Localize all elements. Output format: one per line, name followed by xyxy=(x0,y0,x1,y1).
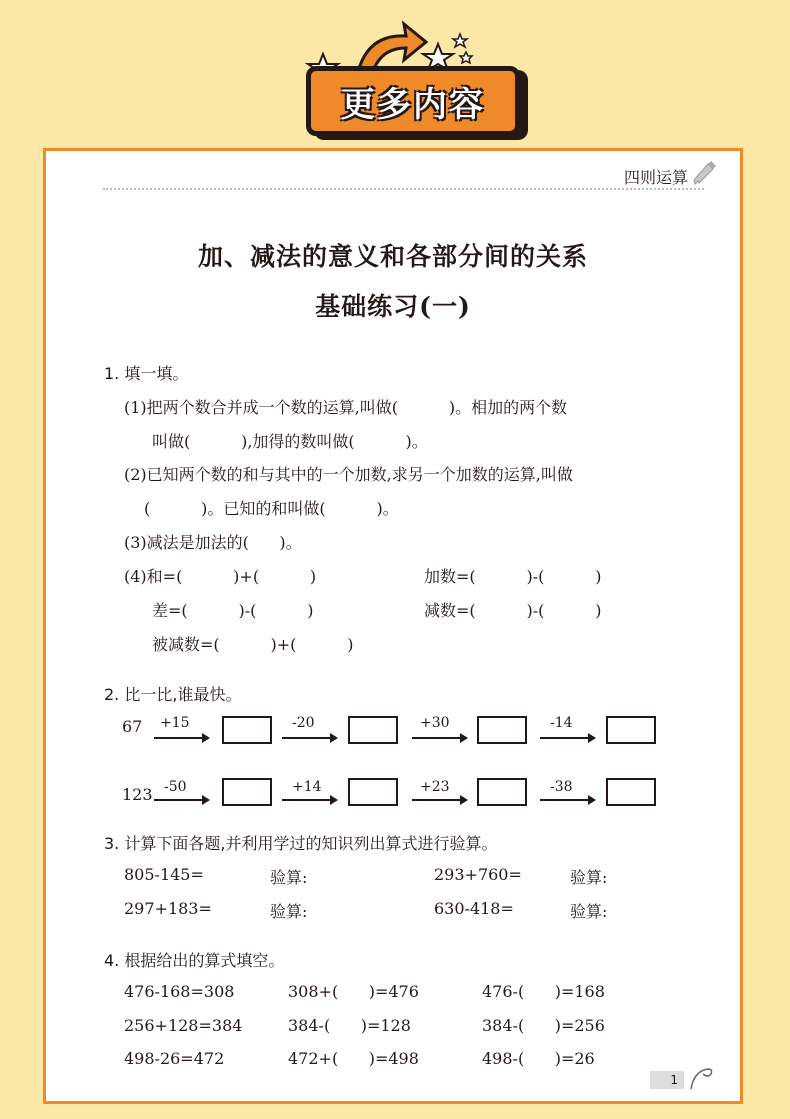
arrow-right-icon xyxy=(540,799,594,801)
operation-label: +23 xyxy=(420,779,450,795)
answer-box[interactable] xyxy=(477,716,527,744)
q4-equation: 476-168=308 xyxy=(124,982,235,1001)
operation-label: -20 xyxy=(292,715,315,731)
answer-box[interactable] xyxy=(222,778,272,806)
operation-label: -14 xyxy=(550,715,573,731)
q3-check-label: 验算: xyxy=(570,868,608,887)
arrow-right-icon xyxy=(540,737,594,739)
arrow-right-icon xyxy=(412,737,466,739)
q1-line: ( )。已知的和叫做( )。 xyxy=(144,499,399,518)
q1-line: 减数=( )-( ) xyxy=(424,601,602,620)
question-3-title: 3. 计算下面各题,并利用学过的知识列出算式进行验算。 xyxy=(104,834,498,853)
answer-box[interactable] xyxy=(606,716,656,744)
operation-label: +14 xyxy=(292,779,322,795)
q1-line: 被减数=( )+( ) xyxy=(152,635,354,654)
q1-line: (1)把两个数合并成一个数的运算,叫做( )。相加的两个数 xyxy=(124,398,568,417)
q3-equation: 630-418= xyxy=(434,899,514,918)
q4-equation: 498-( )=26 xyxy=(482,1049,595,1068)
row1-start-number: 67 xyxy=(122,717,143,736)
arrow-right-icon xyxy=(282,799,336,801)
q4-equation: 384-( )=256 xyxy=(482,1016,605,1035)
q4-equation: 308+( )=476 xyxy=(288,982,419,1001)
row2-start-number: 123 xyxy=(122,785,153,804)
operation-label: -38 xyxy=(550,779,573,795)
page-subtitle: 基础练习(一) xyxy=(315,292,471,321)
q3-equation: 293+760= xyxy=(434,865,522,884)
question-4-title: 4. 根据给出的算式填空。 xyxy=(104,951,285,970)
answer-box[interactable] xyxy=(348,716,398,744)
question-2-title: 2. 比一比,谁最快。 xyxy=(104,685,242,704)
q1-line: 叫做( ),加得的数叫做( )。 xyxy=(152,432,428,451)
arrow-right-icon xyxy=(412,799,466,801)
q3-equation: 297+183= xyxy=(124,899,212,918)
q1-line: (4)和=( )+( ) xyxy=(124,567,317,586)
swirl-icon xyxy=(688,1065,714,1091)
q1-line: (3)减法是加法的( )。 xyxy=(124,533,302,552)
pencil-icon xyxy=(692,159,716,185)
header-divider xyxy=(103,188,704,190)
page-number: 1 xyxy=(650,1071,684,1089)
q3-equation: 805-145= xyxy=(124,865,204,884)
q3-check-label: 验算: xyxy=(270,868,308,887)
banner-label: 更多内容 xyxy=(341,84,485,125)
q4-equation: 498-26=472 xyxy=(124,1049,225,1068)
q1-line: 加数=( )-( ) xyxy=(424,567,602,586)
q4-equation: 384-( )=128 xyxy=(288,1016,411,1035)
q4-equation: 472+( )=498 xyxy=(288,1049,419,1068)
page-title: 加、减法的意义和各部分间的关系 xyxy=(197,242,588,271)
q3-check-label: 验算: xyxy=(570,902,608,921)
arrow-right-icon xyxy=(154,799,208,801)
worksheet-page xyxy=(43,148,743,1104)
q4-equation: 256+128=384 xyxy=(124,1016,243,1035)
arrow-right-icon xyxy=(282,737,336,739)
answer-box[interactable] xyxy=(477,778,527,806)
answer-box[interactable] xyxy=(606,778,656,806)
q1-line: (2)已知两个数的和与其中的一个加数,求另一个加数的运算,叫做 xyxy=(124,465,573,484)
operation-label: +30 xyxy=(420,715,450,731)
q4-equation: 476-( )=168 xyxy=(482,982,605,1001)
answer-box[interactable] xyxy=(348,778,398,806)
arrow-right-icon xyxy=(154,737,208,739)
q1-line: 差=( )-( ) xyxy=(152,601,314,620)
more-content-banner[interactable] xyxy=(298,14,528,132)
section-label: 四则运算 xyxy=(623,168,688,187)
answer-box[interactable] xyxy=(222,716,272,744)
question-1-title: 1. 填一填。 xyxy=(104,364,189,383)
q3-check-label: 验算: xyxy=(270,902,308,921)
operation-label: +15 xyxy=(160,715,190,731)
operation-label: -50 xyxy=(164,779,187,795)
banner-box xyxy=(306,66,520,136)
